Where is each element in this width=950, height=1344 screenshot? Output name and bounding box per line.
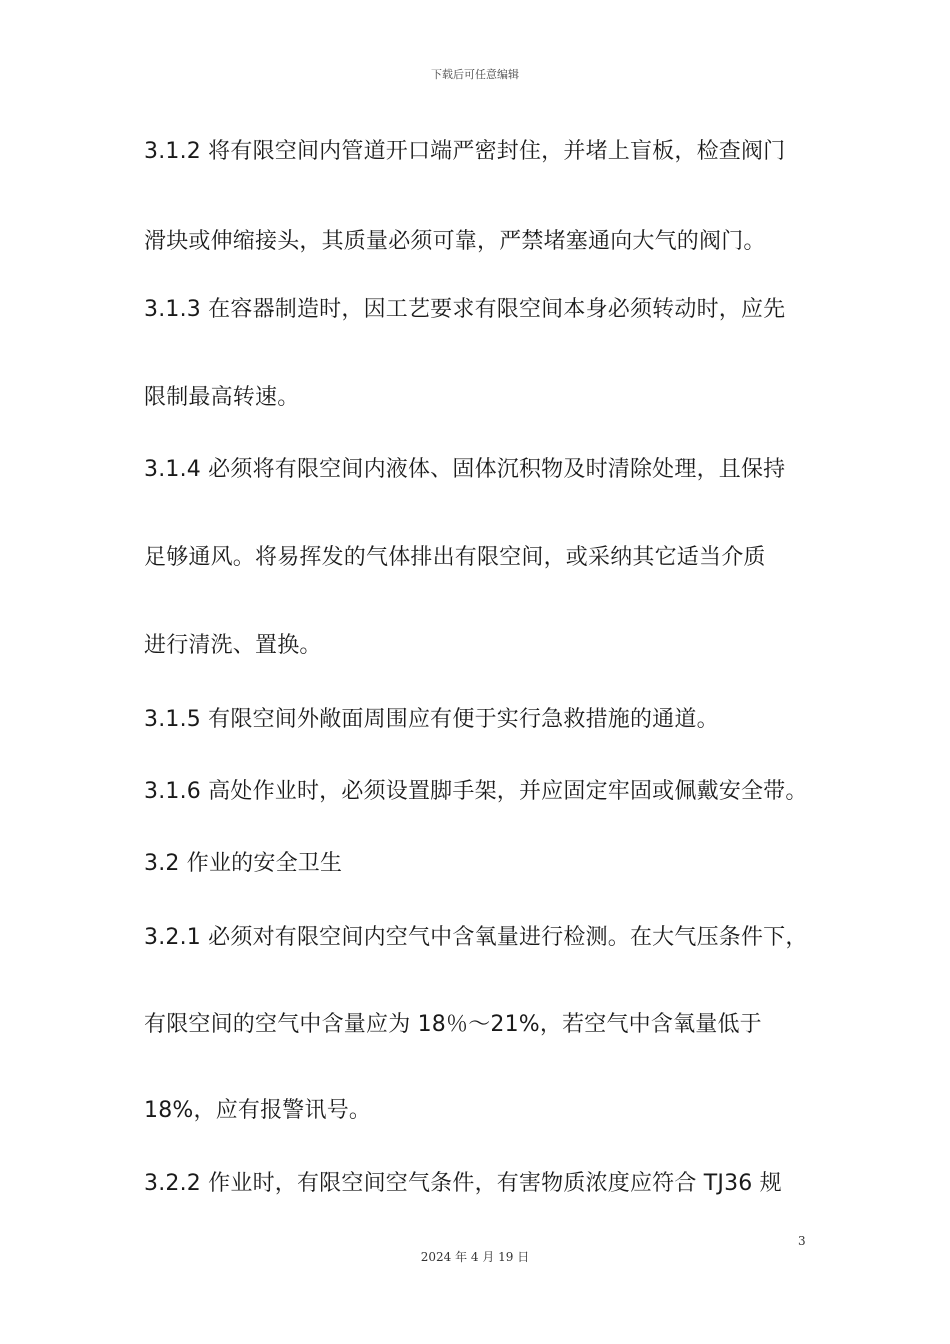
text-line-5: 3.1.4 必须将有限空间内液体、固体沉积物及时清除处理，且保持	[144, 457, 786, 482]
text-line-13: 18%，应有报警讯号。	[144, 1098, 372, 1123]
text-line-12: 有限空间的空气中含量应为 18％～21%，若空气中含氧量低于	[144, 1012, 762, 1037]
page-number: 3	[798, 1234, 806, 1248]
text-line-7: 进行清洗、置换。	[144, 633, 322, 658]
header-note: 下载后可任意编辑	[431, 68, 519, 81]
text-line-3: 3.1.3 在容器制造时，因工艺要求有限空间本身必须转动时，应先	[144, 297, 786, 322]
text-line-4: 限制最高转速。	[144, 385, 300, 410]
text-line-6: 足够通风。将易挥发的气体排出有限空间，或采纳其它适当介质	[144, 545, 766, 570]
text-line-11: 3.2.1 必须对有限空间内空气中含氧量进行检测。在大气压条件下，	[144, 925, 808, 950]
text-line-9: 3.1.6 高处作业时，必须设置脚手架，并应固定牢固或佩戴安全带。	[144, 779, 808, 804]
text-line-8: 3.1.5 有限空间外敞面周围应有便于实行急救措施的通道。	[144, 707, 719, 732]
footer-date: 2024 年 4 月 19 日	[420, 1250, 530, 1264]
text-line-1: 3.1.2 将有限空间内管道开口端严密封住，并堵上盲板，检查阀门	[144, 139, 786, 164]
text-line-14: 3.2.2 作业时，有限空间空气条件，有害物质浓度应符合 TJ36 规	[144, 1171, 782, 1196]
text-line-2: 滑块或伸缩接头，其质量必须可靠，严禁堵塞通向大气的阀门。	[144, 229, 766, 254]
section-heading: 3.2 作业的安全卫生	[144, 851, 343, 876]
